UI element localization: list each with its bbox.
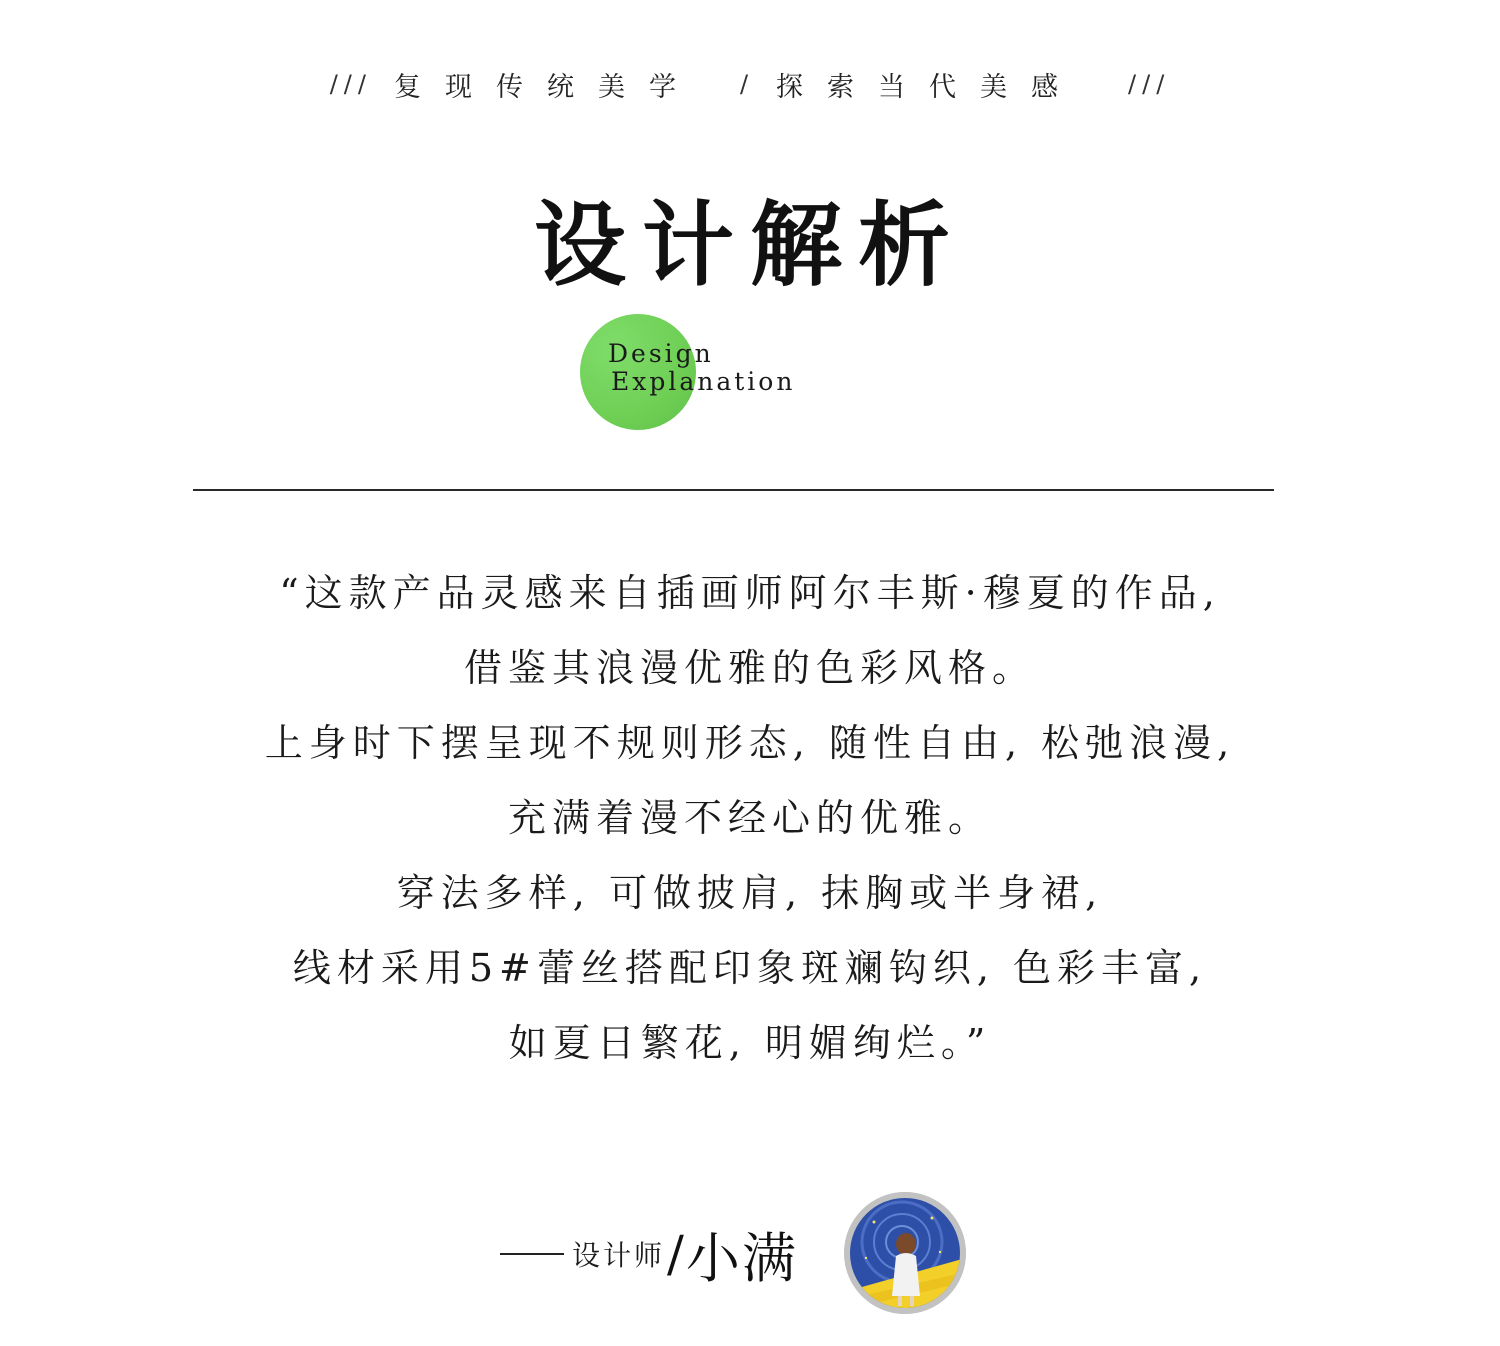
- designer-name: 小满: [685, 1226, 798, 1290]
- description-line: 穿法多样, 可做披肩, 抹胸或半身裙,: [396, 871, 1104, 915]
- description-line: 如夏日繁花, 明媚绚烂。”: [508, 1021, 992, 1065]
- subtitle: [608, 340, 795, 396]
- divider: [193, 489, 1274, 491]
- description-line: 线材采用5#蕾丝搭配印象斑斓钩织, 色彩丰富,: [292, 946, 1208, 990]
- avatar-illustration: [844, 1192, 966, 1314]
- tagline-phrase-2: 探索当代美感: [776, 71, 1083, 103]
- signature-separator: /: [667, 1225, 684, 1283]
- tagline: [0, 62, 1500, 106]
- tagline-phrase-1: 复现传统美学: [393, 71, 700, 103]
- designer-avatar: [844, 1192, 966, 1314]
- design-description: [0, 556, 1500, 1081]
- tagline-left-slashes: ///: [329, 70, 372, 98]
- description-line: “这款产品灵感来自插画师阿尔丰斯·穆夏的作品,: [279, 571, 1221, 615]
- description-line: 充满着漫不经心的优雅。: [507, 796, 992, 840]
- signature-dash: [500, 1253, 564, 1255]
- designer-signature: [500, 1214, 798, 1294]
- description-line: 借鉴其浪漫优雅的色彩风格。: [463, 646, 1036, 690]
- tagline-middle-slash: /: [739, 70, 755, 98]
- designer-role: 设计师: [572, 1239, 666, 1272]
- page-title: 设计解析: [533, 191, 966, 299]
- description-line: 上身时下摆呈现不规则形态, 随性自由, 松弛浪漫,: [264, 721, 1236, 765]
- subtitle-line-1: Design: [608, 339, 714, 368]
- tagline-right-slashes: ///: [1128, 70, 1171, 98]
- subtitle-line-2: Explanation: [611, 367, 796, 396]
